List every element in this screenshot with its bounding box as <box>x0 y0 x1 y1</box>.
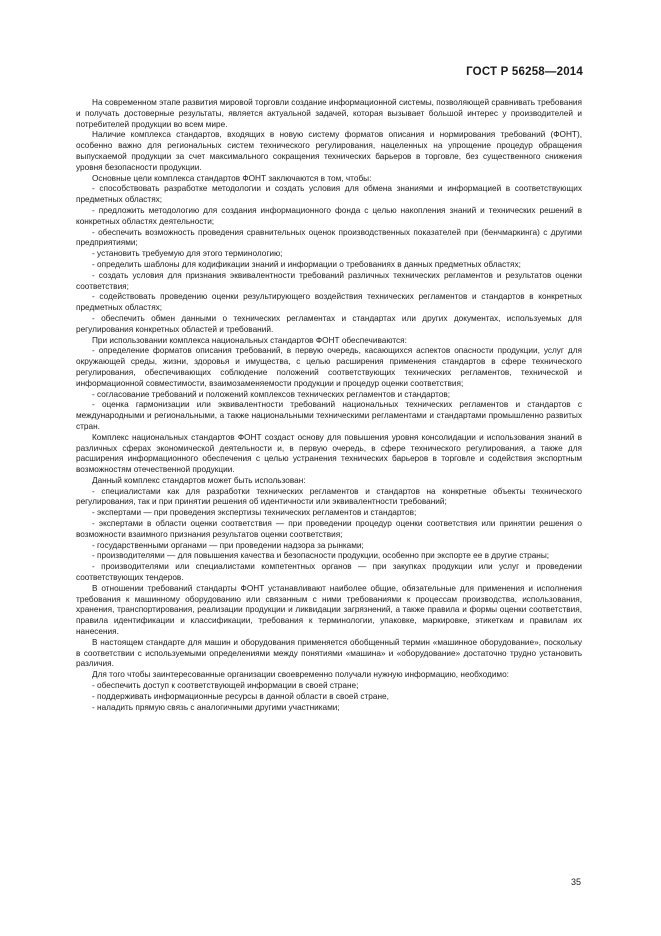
list-item: - наладить прямую связь с аналогичными другими участниками; <box>92 702 340 712</box>
list-item: - специалистами как для разработки технических регламентов и стандартов на конкретные объекты технического регулирования, так и при принятии решения об идентичности или эквивалентности требований; <box>76 486 582 507</box>
list-item: - государственными органами — при проведении надзора за рынками; <box>92 540 364 550</box>
list-item: - экспертами в области оценки соответствия — при проведении процедур оценки соответствия или принятии решения о возможности взаимного признания результатов оценки соответствия; <box>76 519 582 539</box>
paragraph: В настоящем стандарте для машин и оборудования применяется обобщенный термин «машинное оборудование», поскольку в соответствии с используемыми определениями между понятиями «машина» и «оборудование» достаточно трудно установить различия. <box>76 637 582 669</box>
paragraph: В отношении требований стандарты ФОНТ устанавливают наиболее общие, обязательные для применения и исполнения требования к машинному оборудованию или связанным с ними требованиями к процессам производства, использования, хранения, транспортирования, реализации продукции и ликвидации загрязнений, а также правила и формы оценки соответствия, правила идентификации и классификации, требования к терминологии, упаковке, маркировке, этикеткам и правилам их нанесения. <box>76 583 582 637</box>
list-item: - установить требуемую для этого терминологию; <box>92 249 283 259</box>
paragraph: При использовании комплекса национальных стандартов ФОНТ обеспечиваются: <box>92 335 407 345</box>
list-item: - определение форматов описания требований, в первую очередь, касающихся аспектов опасности продукции, услуг для окружающей среды, жизни, здоровья и имущества, с целью расширения применения стандартов в сфере технического регулирования, обеспечивающих соблюдение положений соответствующих технических регламентов, технической и информационной совместимости, взаимозаменяемости продукции и процедур оценки соответствия; <box>76 346 582 388</box>
list-item: - содействовать проведению оценки результирующего воздействия технических регламентов и стандартов в конкретных предметных областях; <box>76 292 582 313</box>
paragraph: На современном этапе развития мировой торговли создание информационной системы, позволяющей сравнивать требования и получать достоверные результаты, является актуальной задачей, которая вызывает большой интерес у производителей и потребителей продукции во всем мире. <box>76 98 582 129</box>
paragraph: Наличие комплекса стандартов, входящих в новую систему форматов описания и нормирования требований (ФОНТ), особенно важно для региональных систем технического регулирования, нацеленных на упрощение процедур обращения выпускаемой продукции за счет максимального сокращения технических барьеров в торговле, без существенного снижения уровня безопасности продукции. <box>76 130 582 172</box>
list-item: - обеспечить доступ к соответствующей информации в своей стране; <box>92 681 359 691</box>
list-item: - производителями — для повышения качества и безопасности продукции, особенно при экспорте ее в другие страны; <box>92 551 550 561</box>
document-id: ГОСТ Р 56258—2014 <box>466 66 583 78</box>
page-number: 35 <box>570 877 581 887</box>
list-item: - согласование требований и положений комплексов технических регламентов и стандартов; <box>92 389 451 399</box>
paragraph: Для того чтобы заинтересованные организации своевременно получали нужную информацию, необходимо: <box>92 670 509 680</box>
list-item: - определить шаблоны для кодификации знаний и информации о требованиях в данных предметных областях; <box>92 259 521 269</box>
list-item: - способствовать разработке методологии и создать условия для обмена знаниями и информацией в соответствующих предметных областях; <box>76 184 582 205</box>
paragraph: Данный комплекс стандартов может быть использован: <box>92 475 306 485</box>
list-item: - экспертами — при проведения экспертизы технических регламентов и стандартов; <box>92 508 417 518</box>
body-text <box>76 98 582 713</box>
list-item: - предложить методологию для создания информационного фонда с целью накопления знаний и технических решений в конкретных областях деятельности; <box>76 205 582 226</box>
paragraph: Комплекс национальных стандартов ФОНТ создаст основу для повышения уровня консолидации и использования знаний в различных сферах экономической деятельности и, в первую очередь, в сфере технического регулирования, а также для расширения информационного обеспечения с целью устранения технических барьеров в торговле и содействия экспортным возможностям отечественной продукции. <box>76 432 582 475</box>
list-item: - обеспечить обмен данными о технических регламентах и стандартах или других документах, используемых для регулирования конкретных областей и требований. <box>76 313 582 334</box>
list-item: - производителями или специалистами компетентных органов — при закупках продукции или услуг и проведении соответствующих тендеров. <box>76 562 582 583</box>
list-item: - создать условия для признания эквивалентности требований различных технических регламентов и результатов оценки соответствия; <box>76 270 582 291</box>
paragraph: Основные цели комплекса стандартов ФОНТ заключаются в том, чтобы: <box>92 173 372 183</box>
list-item: - обеспечить возможность проведения сравнительных оценок производственных показателей при (бенчмаркинга) с другими предприятиями; <box>76 227 582 248</box>
list-item: - поддерживать информационные ресурсы в данной области в своей стране, <box>92 691 389 701</box>
list-item: - оценка гармонизации или эквивалентности требований национальных технических регламентов и стандартов с международными и региональными, а также национальными техническими регламентами и стандартами промышленно развитых стран. <box>76 400 582 431</box>
